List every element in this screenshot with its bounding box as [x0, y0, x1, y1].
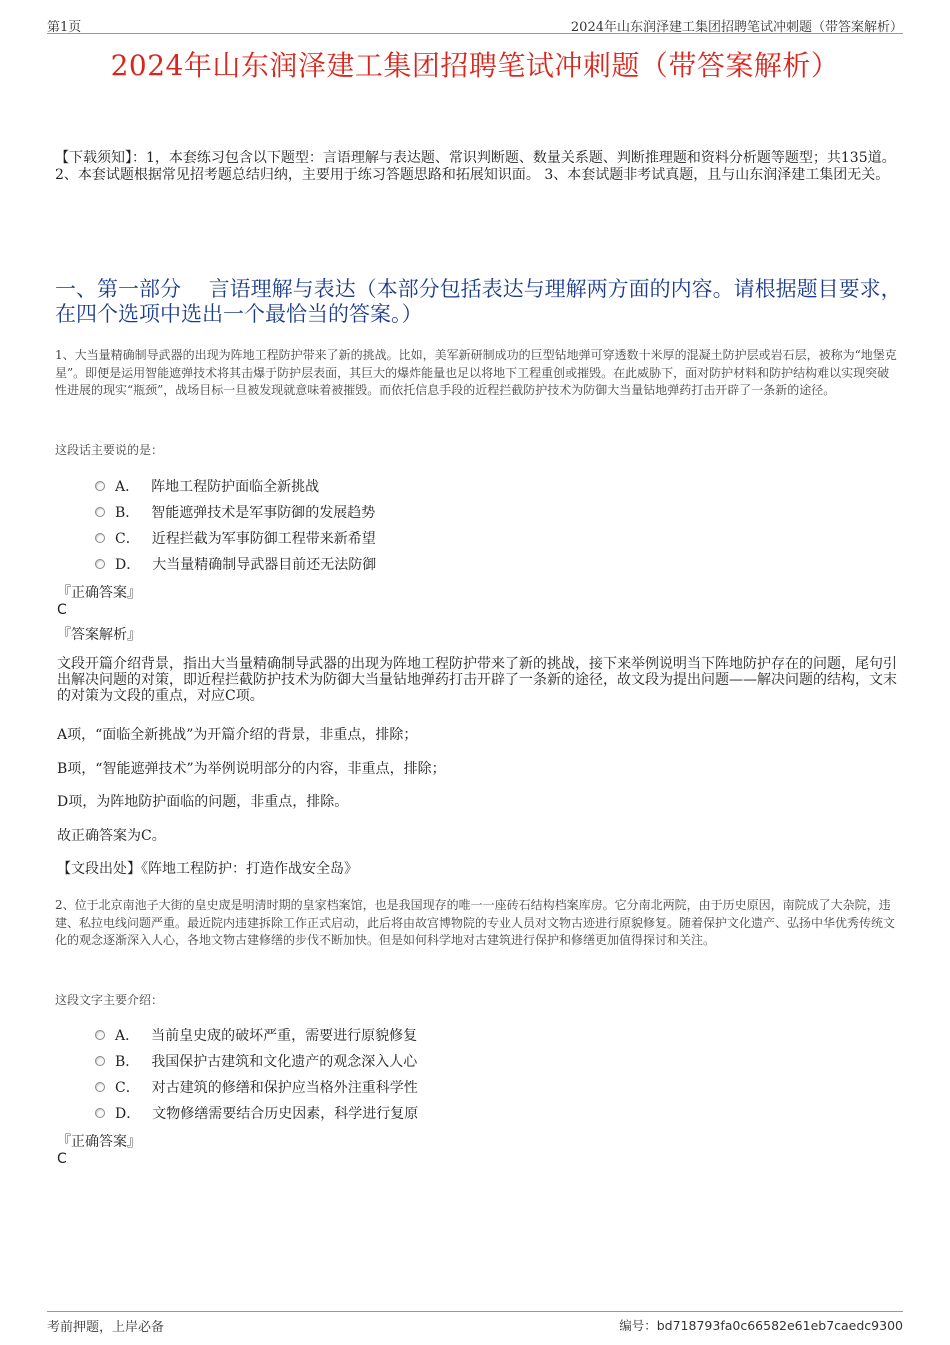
q1-analysis-conclusion: 故正确答案为C。: [57, 828, 166, 844]
footer-doc-id: 编号：bd718793fa0c66582e61eb7caedc9300: [619, 1318, 903, 1333]
header-doc-title: 2024年山东润泽建工集团招聘笔试冲刺题（带答案解析）: [570, 20, 903, 35]
page-header: [47, 14, 903, 34]
radio-icon[interactable]: [95, 1030, 105, 1040]
question-1-prompt: 这段话主要说的是：: [55, 443, 164, 457]
q2-option-b[interactable]: [95, 1051, 417, 1071]
q1-analysis-d: D项，为阵地防护面临的问题，非重点，排除。: [57, 794, 349, 810]
option-text: 当前皇史宬的破坏严重，需要进行原貌修复: [151, 1028, 418, 1044]
q2-answer: C: [57, 1151, 67, 1167]
option-text: 大当量精确制导武器目前还无法防御: [152, 557, 377, 573]
q2-option-c[interactable]: [95, 1077, 418, 1097]
radio-icon[interactable]: [95, 559, 105, 569]
section-title: 一、第一部分 言语理解与表达（本部分包括表达与理解两方面的内容。请根据题目要求，在四个选项中选出一个最恰当的答案。）: [55, 277, 902, 326]
q1-option-b[interactable]: [95, 502, 375, 522]
q1-analysis-label: 『答案解析』: [57, 627, 141, 643]
q2-answer-label: 『正确答案』: [57, 1134, 141, 1150]
q1-option-a[interactable]: [95, 476, 319, 496]
q1-option-d[interactable]: [95, 554, 376, 574]
radio-icon[interactable]: [95, 1108, 105, 1118]
option-letter: A．: [115, 1028, 140, 1044]
radio-icon[interactable]: [95, 507, 105, 517]
page-number: 第1页: [47, 20, 82, 35]
q1-answer: C: [57, 602, 67, 618]
question-2-prompt: 这段文字主要介绍：: [55, 993, 164, 1007]
radio-icon[interactable]: [95, 481, 105, 491]
radio-icon[interactable]: [95, 1056, 105, 1066]
download-notice: 【下载须知】：1，本套练习包含以下题型：言语理解与表达题、常识判断题、数量关系题、判断推理题和资料分析题等题型；共135道。 2、本套试题根据常见招考题总结归纳，主要用于练习答题思路和拓展知识面。 3、本套试题非考试真题，且与山东润泽建工集团无关。: [55, 150, 896, 183]
q2-option-a[interactable]: [95, 1025, 417, 1045]
page-footer: [47, 1311, 903, 1335]
option-letter: D．: [115, 557, 141, 573]
question-2-text: 2、位于北京南池子大街的皇史宬是明清时期的皇家档案馆，也是我国现存的唯一一座砖石结构档案库房。它分南北两院，由于历史原因，南院成了大杂院，违建、私拉电线问题严重。最近院内违建拆除工作正式启动，此后将由故宫博物院的专业人员对文物古迹进行原貌修复。随着保护文化遗产、弘扬中华优秀传统文化的观念逐渐深入人心，各地文物古建修缮的步伐不断加快。但是如何科学地对古建筑进行保护和修缮更加值得探讨和关注。: [55, 898, 896, 947]
option-text: 智能遮弹技术是军事防御的发展趋势: [151, 505, 376, 521]
option-letter: C．: [115, 531, 140, 547]
q1-analysis-paragraph: 文段开篇介绍背景，指出大当量精确制导武器的出现为阵地工程防护带来了新的挑战，接下来举例说明当下阵地防护存在的问题，尾句引出解决问题的对策，即近程拦截防护技术为防御大当量钻地弹药打击开辟了一条新的途径，故文段为提出问题——解决问题的结构，文末的对策为文段的重点，对应C项。: [57, 656, 897, 704]
q1-analysis-b: B项，“智能遮弹技术”为举例说明部分的内容，非重点，排除；: [57, 761, 446, 777]
option-letter: D．: [115, 1106, 141, 1122]
option-letter: B．: [115, 1054, 140, 1070]
document-title: 2024年山东润泽建工集团招聘笔试冲刺题（带答案解析）: [110, 49, 840, 82]
option-text: 我国保护古建筑和文化遗产的观念深入人心: [151, 1054, 418, 1070]
q1-option-c[interactable]: [95, 528, 376, 548]
q1-source: 【文段出处】《阵地工程防护：打造作战安全岛》: [57, 861, 358, 877]
option-text: 文物修缮需要结合历史因素，科学进行复原: [152, 1106, 419, 1122]
radio-icon[interactable]: [95, 533, 105, 543]
footer-slogan: 考前押题，上岸必备: [47, 1320, 165, 1335]
q1-answer-label: 『正确答案』: [57, 585, 141, 601]
question-1-text: 1、大当量精确制导武器的出现为阵地工程防护带来了新的挑战。比如，美军新研制成功的巨型钻地弹可穿透数十米厚的混凝土防护层或岩石层，被称为“地堡克星”。即便是运用智能遮弹技术将其击爆于防护层表面，其巨大的爆炸能量也足以将地下工程重创或摧毁。在此威胁下，面对防护材料和防护结构难以实现突破性进展的现实“瓶颈”，战场目标一旦被发现就意味着被摧毁。而依托信息手段的近程拦截防护技术为防御大当量钻地弹药打击开辟了一条新的途径。: [55, 348, 897, 397]
option-text: 近程拦截为军事防御工程带来新希望: [151, 531, 376, 547]
option-text: 阵地工程防护面临全新挑战: [151, 479, 320, 495]
option-letter: A．: [115, 479, 140, 495]
q1-analysis-a: A项，“面临全新挑战”为开篇介绍的背景，非重点，排除；: [57, 727, 418, 743]
q2-option-d[interactable]: [95, 1103, 418, 1123]
option-letter: B．: [115, 505, 140, 521]
option-text: 对古建筑的修缮和保护应当格外注重科学性: [151, 1080, 418, 1096]
option-letter: C．: [115, 1080, 140, 1096]
radio-icon[interactable]: [95, 1082, 105, 1092]
